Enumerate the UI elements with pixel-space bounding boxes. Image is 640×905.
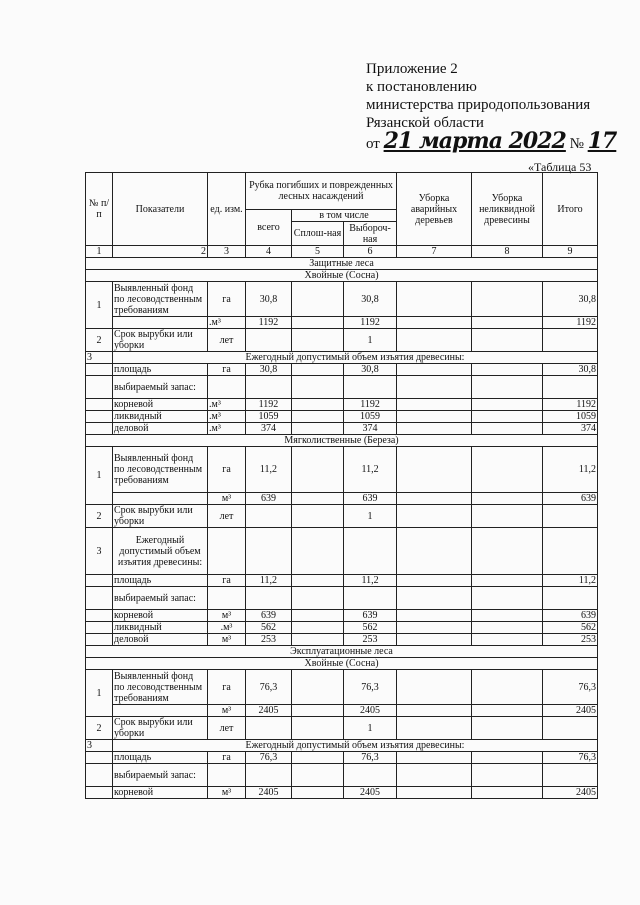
appendix-line: Рязанской области — [366, 115, 484, 131]
document-header — [366, 60, 616, 153]
appendix-line: министерства природопользования — [366, 97, 591, 113]
table-row: корневой м³ 2405 2405 2405 — [86, 787, 598, 799]
table-row: 1 Выявленный фонд по лесоводственным требованиям га 76,3 76,3 76,3 — [86, 670, 598, 705]
section-row: Мягколиственные (Береза) — [86, 435, 598, 447]
col-illiquid: Уборка неликвидной древесины — [472, 173, 543, 246]
col-unit: ед. изм. — [208, 173, 246, 246]
table-row: 1 Выявленный фонд по лесоводственным требованиям га 30,8 30,8 30,8 — [86, 282, 598, 317]
table-row: 3 Ежегодный допустимый объем изъятия древесины: — [86, 352, 598, 364]
table-row: выбираемый запас: — [86, 376, 598, 399]
from-label: от — [366, 136, 380, 152]
number-label: № — [569, 136, 584, 152]
table-row: ликвидный .м³ 1059 1059 1059 — [86, 411, 598, 423]
column-numbers-row: 1 2 3 4 5 6 7 8 9 — [86, 246, 598, 258]
appendix-title: Приложение 2 — [366, 61, 458, 77]
table-row: 2 Срок вырубки или уборки лет 1 — [86, 505, 598, 528]
col-total: Итого — [543, 173, 598, 246]
col-num: № п/п — [86, 173, 113, 246]
appendix-line: к постановлению — [366, 79, 477, 95]
table-row: выбираемый запас: — [86, 587, 598, 610]
table-row: ликвидный .м³ 562 562 562 — [86, 622, 598, 634]
table-row: м³ 2405 2405 2405 — [86, 705, 598, 717]
table-row: .м³ 1192 1192 1192 — [86, 317, 598, 329]
table-row: корневой м³ 639 639 639 — [86, 610, 598, 622]
col-selective: Выбороч-ная — [344, 222, 397, 246]
header-row — [86, 173, 598, 210]
table-row: корневой .м³ 1192 1192 1192 — [86, 399, 598, 411]
table-row: 3 Ежегодный допустимый объем изъятия древесины: — [86, 740, 598, 752]
col-emergency: Уборка аварийных деревьев — [397, 173, 472, 246]
appendix-date-line — [366, 128, 617, 154]
table-row: деловой м³ 253 253 253 — [86, 634, 598, 646]
table-row: 2 Срок вырубки или уборки лет 1 — [86, 329, 598, 352]
col-including: в том числе — [292, 210, 397, 222]
table-row: м³ 639 639 639 — [86, 493, 598, 505]
col-indicator: Показатели — [113, 173, 208, 246]
table-row: выбираемый запас: — [86, 764, 598, 787]
table-row: 2 Срок вырубки или уборки лет 1 — [86, 717, 598, 740]
handwritten-date: 21 марта 2022 — [383, 128, 566, 154]
table-label: «Таблица 53 — [528, 160, 592, 174]
col-clear: Сплош-ная — [292, 222, 344, 246]
forest-table — [85, 172, 598, 799]
section-row: Защитные леса — [86, 258, 598, 270]
col-total-all: всего — [246, 210, 292, 246]
table-row: площадь га 11,2 11,2 11,2 — [86, 575, 598, 587]
section-row: Хвойные (Сосна) — [86, 270, 598, 282]
table-row: деловой .м³ 374 374 374 — [86, 423, 598, 435]
handwritten-number: 17 — [587, 128, 617, 154]
col-felling: Рубка погибших и поврежденных лесных насаждений — [246, 173, 397, 210]
table-row: площадь га 76,3 76,3 76,3 — [86, 752, 598, 764]
table-row: 3 Ежегодный допустимый объем изъятия древесины: — [86, 528, 598, 575]
table-row: площадь га 30,8 30,8 30,8 — [86, 364, 598, 376]
section-row: Хвойные (Сосна) — [86, 658, 598, 670]
section-row: Эксплуатационные леса — [86, 646, 598, 658]
table-row: 1 Выявленный фонд по лесоводственным требованиям га 11,2 11,2 11,2 — [86, 447, 598, 493]
